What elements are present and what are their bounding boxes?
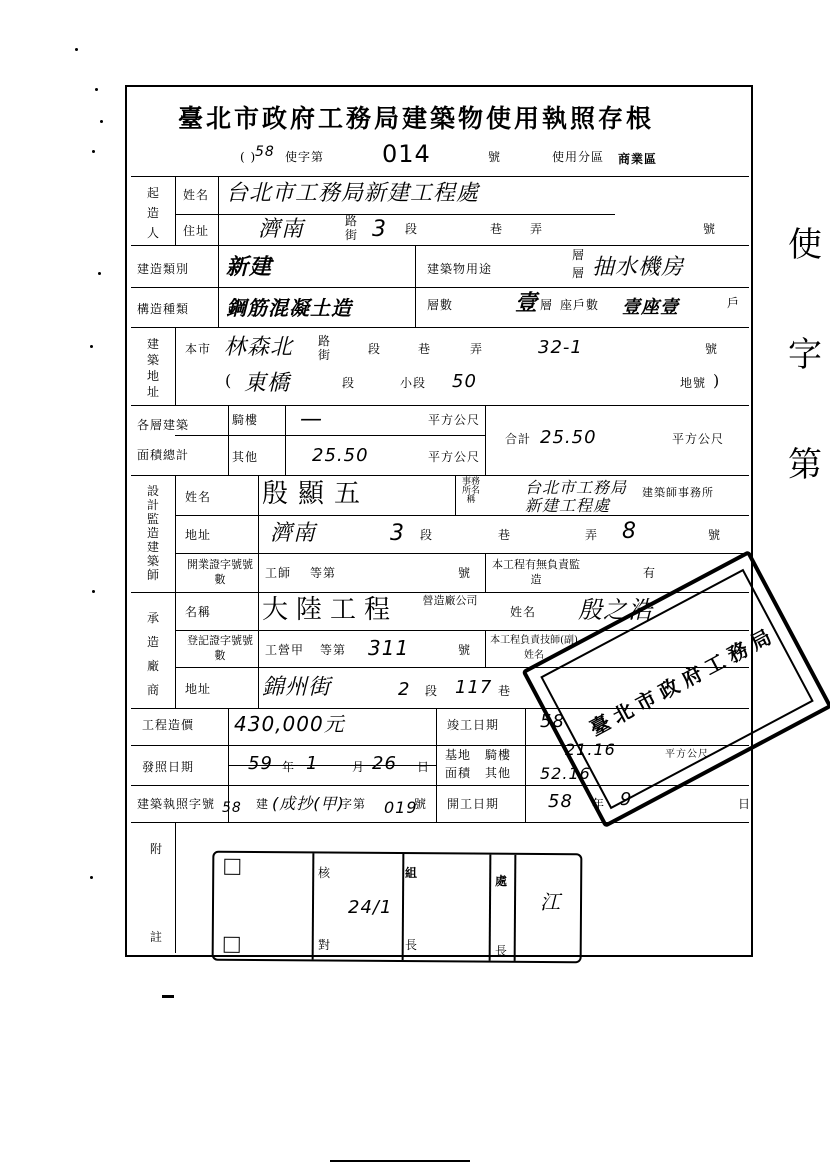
permit-jian: 建 [256,797,270,811]
contractor-address-duan-no: 2 [398,679,411,700]
contractor-reg-value: 工營甲 [265,643,305,657]
start-month: 9 [620,789,633,810]
permit-paren: ( ) [240,150,257,164]
margin-text: 使字第 [788,225,822,485]
floors-label: 層數 [427,298,454,312]
year-handwritten: 58 [255,144,275,160]
contractor-reg-label: 登記證字號號數 [187,634,253,662]
slip-label-2: 對 [318,938,332,952]
issue-year: 59 [248,753,273,774]
applicant-address-jie: 街 [345,228,359,242]
permit-no-value: 019 [384,798,418,817]
applicant-address-hao: 號 [703,222,717,236]
permit-year: 58 [222,800,242,816]
architect-cert-dengdi: 等第 [310,566,337,580]
architect-supervise-label: 本工程有無負責監造 [492,558,580,586]
applicant-address-label: 住址 [183,224,210,238]
architect-name-value: 殷顯五 [262,479,371,509]
site-duan: 段 [368,342,382,356]
area-total-value: 25.50 [540,427,597,448]
architect-address-xiang: 巷 [498,528,512,542]
site-hao: 號 [705,342,719,356]
slip-label-6: 長 [495,944,509,958]
zone-value: 商業區 [618,152,658,166]
base-other: 其他 [485,766,512,780]
area-total-sqm: 平方公尺 [672,432,725,446]
architect-address-road: 濟南 [270,521,317,546]
site-side-label: 建築地址 [146,337,159,399]
architect-name-label: 姓名 [185,490,212,504]
site-subsection-label: 小段 [400,376,427,390]
permit-number: 014 [382,140,431,168]
base-arcade: 騎樓 [485,748,512,762]
slip-label-5: 處 [495,874,509,888]
units-label: 座戶數 [560,298,600,312]
use-label: 建築物用途 [427,262,493,276]
applicant-address-xiang: 巷 [490,222,504,236]
category-value: 新建 [226,255,273,280]
contractor-company-label: 營造廠公司 [422,594,478,607]
area-arcade-sqm: 平方公尺 [428,413,481,427]
issue-month: 1 [306,753,319,774]
contractor-address-label: 地址 [185,682,212,696]
structure-value: 鋼筋混凝土造 [226,296,352,320]
site-section-value: 東橋 [244,371,291,396]
architect-address-no: 3 [390,521,405,546]
cost-value: 430,000元 [234,712,345,736]
permit-label: 建築執照字號 [137,797,216,811]
applicant-address-lu: 路 [345,214,359,228]
site-nong: 弄 [470,342,484,356]
architect-address-duan: 段 [420,528,434,542]
base-unit: 平方公尺 [665,749,709,760]
architect-side-label: 設計監造建築師 [146,484,159,582]
applicant-side-label: 起造人 [146,186,159,240]
architect-address-hao-value: 8 [622,519,637,544]
start-year: 58 [548,791,573,812]
use-floor-2: 層 [572,266,586,280]
site-xiang: 巷 [418,342,432,356]
site-lu: 路 [318,334,332,348]
complete-label: 竣工日期 [447,718,500,732]
applicant-name-label: 姓名 [183,188,210,202]
contractor-address-xiang-no: 117 [455,677,493,698]
architect-office-suffix: 建築師事務所 [642,486,714,499]
architect-office-value-2: 新建工程處 [525,496,611,515]
units-value: 壹座壹 [622,297,679,318]
base-value-1: 21.16 [565,740,616,759]
area-arcade-label: 騎樓 [232,413,259,427]
permit-code: (成抄(甲) [272,794,345,813]
site-paren-close: ) [713,371,721,390]
contractor-address-road: 錦州街 [262,675,332,700]
contractor-side-label: 承造廠商 [146,611,159,697]
contractor-reg-hao: 號 [458,643,472,657]
issue-day: 26 [372,753,397,774]
site-lot-value: 50 [452,371,477,392]
area-arcade-value: — [300,407,323,432]
permit-prefix: 使字第 [285,150,325,164]
page-title: 臺北市政府工務局建築物使用執照存根 [178,104,655,133]
architect-cert-value: 工師 [265,566,292,580]
site-paren-open: ( [225,371,233,390]
permit-no-suffix: 號 [488,150,502,164]
base-label-1: 基地 [445,748,472,762]
contractor-address-duan: 段 [425,684,439,698]
area-label-1: 各層建築 [137,418,190,432]
base-value-2: 52.16 [540,764,591,783]
applicant-address-road: 濟南 [258,217,305,242]
contractor-person-label: 姓名 [510,605,537,619]
use-value: 抽水機房 [592,255,685,280]
contractor-reg-no: 311 [368,636,410,660]
area-other-value: 25.50 [312,445,369,466]
architect-address-label: 地址 [185,528,212,542]
issue-m: 月 [352,760,366,774]
use-floor: 層 [572,248,586,262]
zone-label: 使用分區 [552,150,605,164]
structure-label: 構造種類 [137,302,190,316]
architect-cert-hao: 號 [458,566,472,580]
floors-value: 壹 [515,291,539,316]
contractor-name-value: 大陸工程 [262,595,399,625]
base-label-2: 面積 [445,766,472,780]
category-label: 建造類別 [137,262,190,276]
start-y: 年 [592,797,606,811]
architect-address-nong: 弄 [585,528,599,542]
start-label: 開工日期 [447,797,500,811]
form-frame [125,85,753,957]
seal-text: 臺北市政府工務局 [585,621,781,741]
cost-label: 工程造價 [142,718,195,732]
site-no-value: 32-1 [538,337,583,358]
site-road-value: 林森北 [224,335,294,360]
slip-label-4: 長 [405,938,419,952]
issue-d: 日 [417,760,431,774]
contractor-person-value: 殷之浩 [578,596,653,624]
notes-label-2: 註 [150,930,164,944]
contractor-name-label: 名稱 [185,605,212,619]
site-jie: 街 [318,348,332,362]
approval-slip [212,851,583,964]
start-d: 日 [738,797,752,811]
architect-office-label: 事務所名稱 [461,477,480,505]
notes-label-1: 附 [150,842,164,856]
issue-y: 年 [282,760,296,774]
area-other-label: 其他 [232,450,259,464]
issue-label: 發照日期 [142,760,195,774]
architect-supervise-value: 有 [643,566,657,580]
architect-cert-label: 開業證字號號數 [187,558,253,586]
slip-label-3: 組 [405,866,419,880]
applicant-address-sec-no: 3 [372,217,387,242]
contractor-address-xiang: 巷 [498,684,512,698]
area-label-2: 面積總計 [137,448,190,462]
slip-label-1: 核 [318,866,332,880]
units-unit: 戶 [727,296,741,310]
area-other-sqm: 平方公尺 [428,450,481,464]
site-section-label: 段 [342,376,356,390]
site-city-label: 本市 [185,342,212,356]
area-total-label: 合計 [505,432,532,446]
slip-initials-2: 江 [540,890,561,914]
applicant-address-duan: 段 [405,222,419,236]
permit-hao: 號 [414,797,428,811]
contractor-tech-label: 本工程負責技師(副)姓名 [490,635,578,661]
site-lot-label: 地號 [680,376,707,390]
permit-zi: 字第 [340,797,367,811]
applicant-address-nong: 弄 [530,222,544,236]
applicant-name-value: 台北市工務局新建工程處 [226,181,480,206]
floors-unit: 層 [540,298,554,312]
slip-initials-1: 24/1 [348,897,393,918]
architect-office-value-1: 台北市工務局 [525,478,628,497]
architect-address-hao: 號 [708,528,722,542]
complete-value: 58 [540,711,565,732]
contractor-reg-dengdi: 等第 [320,643,347,657]
